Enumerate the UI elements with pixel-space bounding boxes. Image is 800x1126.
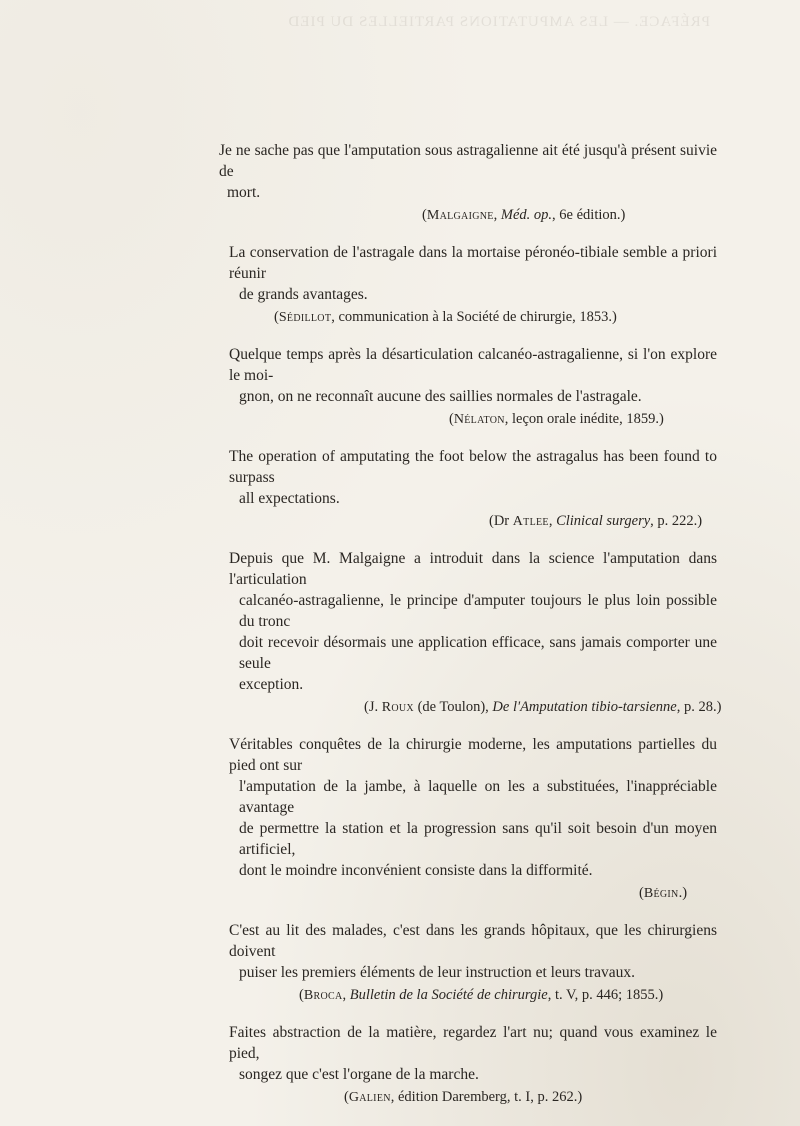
quote-source: (Nélaton, leçon orale inédite, 1859.) <box>449 411 664 427</box>
quote-source: (Broca, Bulletin de la Société de chirurgie, t. V, p. 446; 1855.) <box>299 987 664 1003</box>
quote-line: puiser les premiers éléments de leur instruction et leurs travaux. <box>239 964 635 981</box>
author-name: Sédillot <box>278 310 332 325</box>
quote-text <box>229 446 717 509</box>
work-title: De l'Amputation tibio-tarsienne <box>492 699 677 715</box>
author-name: Bégin <box>643 886 679 901</box>
epigraph-roux <box>229 548 722 718</box>
quote-line: Je ne sache pas que l'amputation sous astragalienne ait été jusqu'à présent suivie de <box>219 142 717 180</box>
author-name: Galien <box>348 1090 391 1105</box>
quote-line: gnon, on ne reconnaît aucune des saillies normales de l'astragale. <box>239 388 642 405</box>
quote-line: C'est au lit des malades, c'est dans les grands hôpitaux, que les chirurgiens doivent <box>229 922 717 960</box>
quote-text <box>229 1022 717 1085</box>
epigraph-galien <box>229 1022 717 1108</box>
quote-text <box>219 140 717 203</box>
work-title: Clinical surgery <box>556 513 651 529</box>
epigraph-begin <box>229 734 717 904</box>
epigraph-malgaigne <box>219 140 717 226</box>
quote-text <box>229 548 717 695</box>
author-name: Malgaigne <box>426 208 494 223</box>
quote-line: de grands avantages. <box>239 286 368 303</box>
quote-line: Quelque temps après la désarticulation calcanéo-astragalienne, si l'on explore le moi- <box>229 346 717 384</box>
author-name: Broca <box>303 988 343 1003</box>
quote-line: calcanéo-astragalienne, le principe d'amputer toujours le plus loin possible du tronc <box>239 592 717 630</box>
quote-source: (Galien, édition Daremberg, t. I, p. 262.) <box>344 1089 583 1105</box>
quote-line: l'amputation de la jambe, à laquelle on les a substituées, l'inappréciable avantage <box>239 778 717 816</box>
quote-line: all expectations. <box>239 490 340 507</box>
quote-source: (Malgaigne, Méd. op., 6e édition.) <box>422 207 626 223</box>
quote-source: (J. Roux (de Toulon), De l'Amputation tibio-tarsienne, p. 28.) <box>364 699 722 715</box>
bleed-through-text: PRÉFACE. — LES AMPUTATIONS PARTIELLES DU PIED <box>287 14 710 30</box>
quote-line: Véritables conquêtes de la chirurgie moderne, les amputations partielles du pied ont sur <box>229 736 717 774</box>
epigraph-sedillot <box>229 242 717 328</box>
quote-line: Depuis que M. Malgaigne a introduit dans la science l'amputation dans l'articulation <box>229 550 717 588</box>
quote-line: mort. <box>227 184 261 201</box>
quote-source: (Bégin.) <box>639 885 688 901</box>
author-name: Atlee <box>512 514 549 529</box>
work-title: Bulletin de la Société de chirurgie <box>349 987 548 1003</box>
work-title: Méd. op. <box>500 207 553 223</box>
epigraph-nelaton <box>229 344 717 430</box>
quote-line: dont le moindre inconvénient consiste dans la difformité. <box>239 862 593 879</box>
quote-text <box>229 920 717 983</box>
quote-line: The operation of amputating the foot below the astragalus has been found to surpass <box>229 448 717 486</box>
epigraph-list <box>219 140 722 1124</box>
epigraph-atlee <box>229 446 717 532</box>
quote-source: (Sédillot, communication à la Société de chirurgie, 1853.) <box>274 309 617 325</box>
quote-text <box>229 344 717 407</box>
author-name: Nélaton <box>453 412 505 427</box>
quote-line: doit recevoir désormais une application efficace, sans jamais comporter une seule <box>239 634 717 672</box>
quote-line: La conservation de l'astragale dans la mortaise péronéo-tibiale semble a priori réunir <box>229 244 717 282</box>
quote-source: (Dr Atlee, Clinical surgery, p. 222.) <box>489 513 703 529</box>
quote-line: de permettre la station et la progression sans qu'il soit besoin d'un moyen artificiel, <box>239 820 717 858</box>
epigraph-broca <box>229 920 717 1006</box>
author-name: Roux <box>381 700 414 715</box>
quote-line: exception. <box>239 676 304 693</box>
quote-line: Faites abstraction de la matière, regardez l'art nu; quand vous examinez le pied, <box>229 1024 717 1062</box>
quote-line: songez que c'est l'organe de la marche. <box>239 1066 479 1083</box>
quote-text <box>229 242 717 305</box>
quote-text <box>229 734 717 881</box>
